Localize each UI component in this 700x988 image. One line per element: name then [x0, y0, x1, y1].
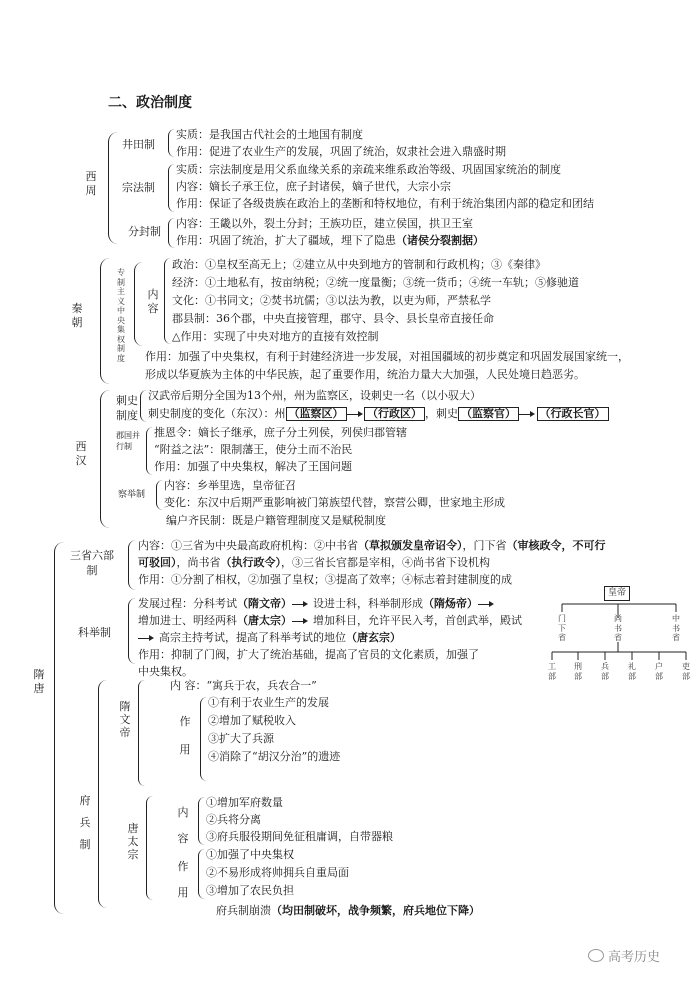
taizong-label: 唐太宗 — [127, 822, 139, 861]
qinchao-system-label: 专制主义中央集权制度 — [117, 268, 125, 363]
fubing-collapse-b: （均田制破坏，战争频繁，府兵地位下降） — [271, 904, 480, 917]
keju-line-2-pre: 增加进士、明经两科 — [138, 614, 237, 627]
diagram-bu-hu: 户部 — [655, 662, 663, 681]
wechat-icon — [588, 949, 604, 962]
keju-line-3-b: （唐玄宗） — [346, 631, 401, 644]
sansheng-line-1-mid: ，门下省 — [462, 539, 507, 552]
fubing-label: 府兵制 — [79, 794, 91, 851]
taizong-effect-label: 作用 — [177, 860, 189, 899]
cishi-box-1: （监察区） — [286, 407, 347, 421]
keju-line-1-b2: （隋炀帝） — [423, 597, 478, 610]
cishi-box-2: （行政区） — [364, 407, 425, 421]
fenfeng-line-2-text: 作用：巩固了统治，扩大了疆域，埋下了隐患 — [176, 234, 396, 247]
qinchao-line-4: 郡县制：36个郡，中央直接管理，郡守、县令、县长皇帝直接任命 — [172, 312, 494, 325]
wendi-content: 内 容：“寓兵于农，兵农合一” — [170, 679, 317, 692]
qinchao-effect-1: 作用：加强了中央集权，有利于封建经济进一步发展，对祖国疆域的初步奠定和巩固发展国家统一， — [145, 350, 629, 363]
keju-label: 科举制 — [78, 626, 111, 639]
keju-line-4: 作用：抑制了门阀，扩大了统治基础，提高了官员的文化素质，加强了 — [138, 648, 479, 661]
diagram-bu-bing: 兵部 — [601, 662, 609, 681]
chaju-line-2: 变化：东汉中后期严重影响被门第族望代替，察营公卿，世家地主形成 — [164, 496, 505, 509]
diagram-bu-libu: 吏部 — [682, 662, 690, 681]
zongfa-line-2: 内容：嫡长子承王位，庶子封诸侯，嫡子世代，大宗小宗 — [176, 180, 451, 193]
sansheng-line-2-pre: ，尚书省 — [176, 556, 221, 569]
diagram-sheng-menxia: 门下省 — [558, 614, 566, 642]
junguo-label: 郡国并行制 — [116, 431, 140, 451]
zongfa-label: 宗法制 — [122, 181, 155, 194]
diagram-bu-li: 礼部 — [628, 662, 636, 681]
wendi-effect-1: ①有利于农业生产的发展 — [208, 696, 329, 709]
sansheng-label: 三省六部制 — [70, 549, 114, 577]
diagram-bu-xing: 刑部 — [574, 662, 582, 681]
qinchao-line-1: 政治：①皇权至高无上；②建立从中央到地方的管制和行政机构；③《秦律》 — [172, 258, 546, 271]
cishi-line-2-mid: ，刺史 — [425, 407, 458, 420]
zongfa-line-1: 实质：宗法制度是用父系血缘关系的亲疏来维系政治等级、巩固国家统治的制度 — [176, 163, 561, 176]
cishi-line-1: 汉武帝后期分全国为13个州，州为监察区，设刺史一名（以小驭大） — [148, 389, 481, 402]
junguo-line-2: “附益之法”：限制藩王，使分土而不治民 — [154, 443, 353, 456]
chaju-label: 察举制 — [118, 490, 146, 500]
chaju-line-1: 内容：乡举里选，皇帝征召 — [164, 479, 296, 492]
taizong-content-2: ②兵将分离 — [206, 813, 261, 826]
zongfa-line-3: 作用：保证了各级贵族在政治上的垄断和特权地位，有利于统治集团内部的稳定和团结 — [176, 197, 594, 210]
taizong-effect-2: ②不易形成将帅拥兵自重局面 — [206, 866, 349, 879]
xihan-label: 西汉 — [75, 440, 87, 467]
cishi-box-3: （监察官） — [458, 407, 519, 421]
qinchao-line-5: △作用：实现了中央对地方的直接有效控制 — [172, 330, 379, 343]
wendi-effect-2: ②增加了赋税收入 — [208, 714, 296, 727]
sansheng-line-2-post: ，③三省长官都是宰相，④尚书省下设机构 — [281, 556, 490, 569]
keju-line-5: 中央集权。 — [138, 665, 193, 678]
junguo-line-3: 作用：加强了中央集权，解决了王国问题 — [154, 460, 352, 473]
xizhou-label: 西周 — [85, 170, 97, 197]
taizong-effect-1: ①加强了中央集权 — [206, 848, 294, 861]
qinchao-line-3: 文化：①书同文；②焚书坑儒；③以法为教，以吏为师，严禁私学 — [172, 294, 491, 307]
sansheng-line-2-b: 可驳回） — [138, 556, 177, 569]
junguo-line-1: 推恩令：嫡长子继承，庶子分土列侯，列侯归郡管辖 — [154, 426, 407, 439]
qinchao-content-label: 内容 — [147, 288, 159, 315]
qinchao-effect-2: 形成以华夏族为主体的中华民族，起了重要作用，统治力量大大加强，人民处境日趋恶劣。 — [145, 368, 585, 381]
section-title: 二、政治制度 — [108, 95, 192, 111]
wendi-effect-3: ③扩大了兵源 — [208, 732, 274, 745]
fenfeng-line-1: 内容：王畿以外，裂土分封；王族功臣，建立侯国，拱卫王室 — [176, 217, 473, 230]
sansheng-line-1-b1: （草拟颁发皇帝诏令） — [358, 539, 463, 552]
wendi-effect-label: 作用 — [179, 715, 191, 756]
jingtian-line-1: 实质：是我国古代社会的土地国有制度 — [176, 128, 363, 141]
sansheng-line-1-b2: （审核政令，不可行 — [506, 539, 606, 552]
wendi-effect-4: ④消除了“胡汉分治”的遗迹 — [208, 750, 341, 763]
cishi-line-2-pre: 刺史制度的变化（东汉）：州 — [148, 407, 286, 420]
jingtian-line-2: 作用：促进了农业生产的发展，巩固了统治，奴隶社会进入鼎盛时期 — [176, 145, 506, 158]
keju-line-1-pre: 发展过程：分科考试 — [138, 597, 237, 610]
fenfeng-label: 分封制 — [128, 225, 161, 238]
suitang-label: 隋唐 — [33, 668, 45, 695]
fubing-collapse-pre: 府兵制崩溃 — [216, 904, 271, 917]
diagram-emperor: 皇帝 — [604, 586, 630, 601]
watermark — [588, 946, 660, 965]
sansheng-line-2-b2: （执行政令） — [220, 556, 281, 569]
sansheng-line-1-pre: 内容：①三省为中央最高政府机构：②中书省 — [138, 539, 358, 552]
bianhu-line: 编户齐民制：既是户籍管理制度又是赋税制度 — [166, 514, 386, 527]
taizong-content-label: 内容 — [177, 806, 189, 845]
wendi-label: 隋文帝 — [119, 700, 131, 739]
taizong-content-1: ①增加军府数量 — [206, 796, 283, 809]
jingtian-label: 井田制 — [122, 138, 155, 151]
diagram-bu-gong: 工部 — [548, 662, 556, 681]
watermark-text: 高考历史 — [608, 950, 661, 965]
keju-line-3-pre: 高宗主持考试，提高了科举考试的地位 — [159, 631, 346, 644]
taizong-content-3: ③府兵服役期间免征租庸调，自带器粮 — [206, 830, 393, 843]
diagram-sheng-shangshu: 尚书省 — [614, 614, 622, 642]
fenfeng-note: （诸侯分裂割据） — [396, 234, 484, 247]
taizong-effect-3: ③增加了农民负担 — [206, 884, 294, 897]
cishi-box-4: （行政长官） — [537, 407, 609, 421]
keju-line-2-b: （唐太宗） — [237, 614, 292, 627]
sansheng-line-3: 作用：①分割了相权，②加强了皇权；③提高了效率；④标志着封建制度的成 — [138, 573, 512, 586]
cishi-label: 刺史制度 — [116, 394, 138, 422]
diagram-sheng-zhongshu: 中书省 — [672, 614, 680, 642]
qinchao-line-2: 经济：①土地私有，按亩纳税；②统一度量衡；③统一货币；④统一车轨；⑤修驰道 — [172, 276, 579, 289]
keju-line-2-post: 增加科目，允许平民入考，首创武举，殿试 — [313, 614, 522, 627]
keju-line-1-b1: （隋文帝） — [237, 597, 292, 610]
qinchao-label: 秦朝 — [71, 302, 83, 329]
keju-line-1-mid: 设进士科，科举制形成 — [313, 597, 423, 610]
